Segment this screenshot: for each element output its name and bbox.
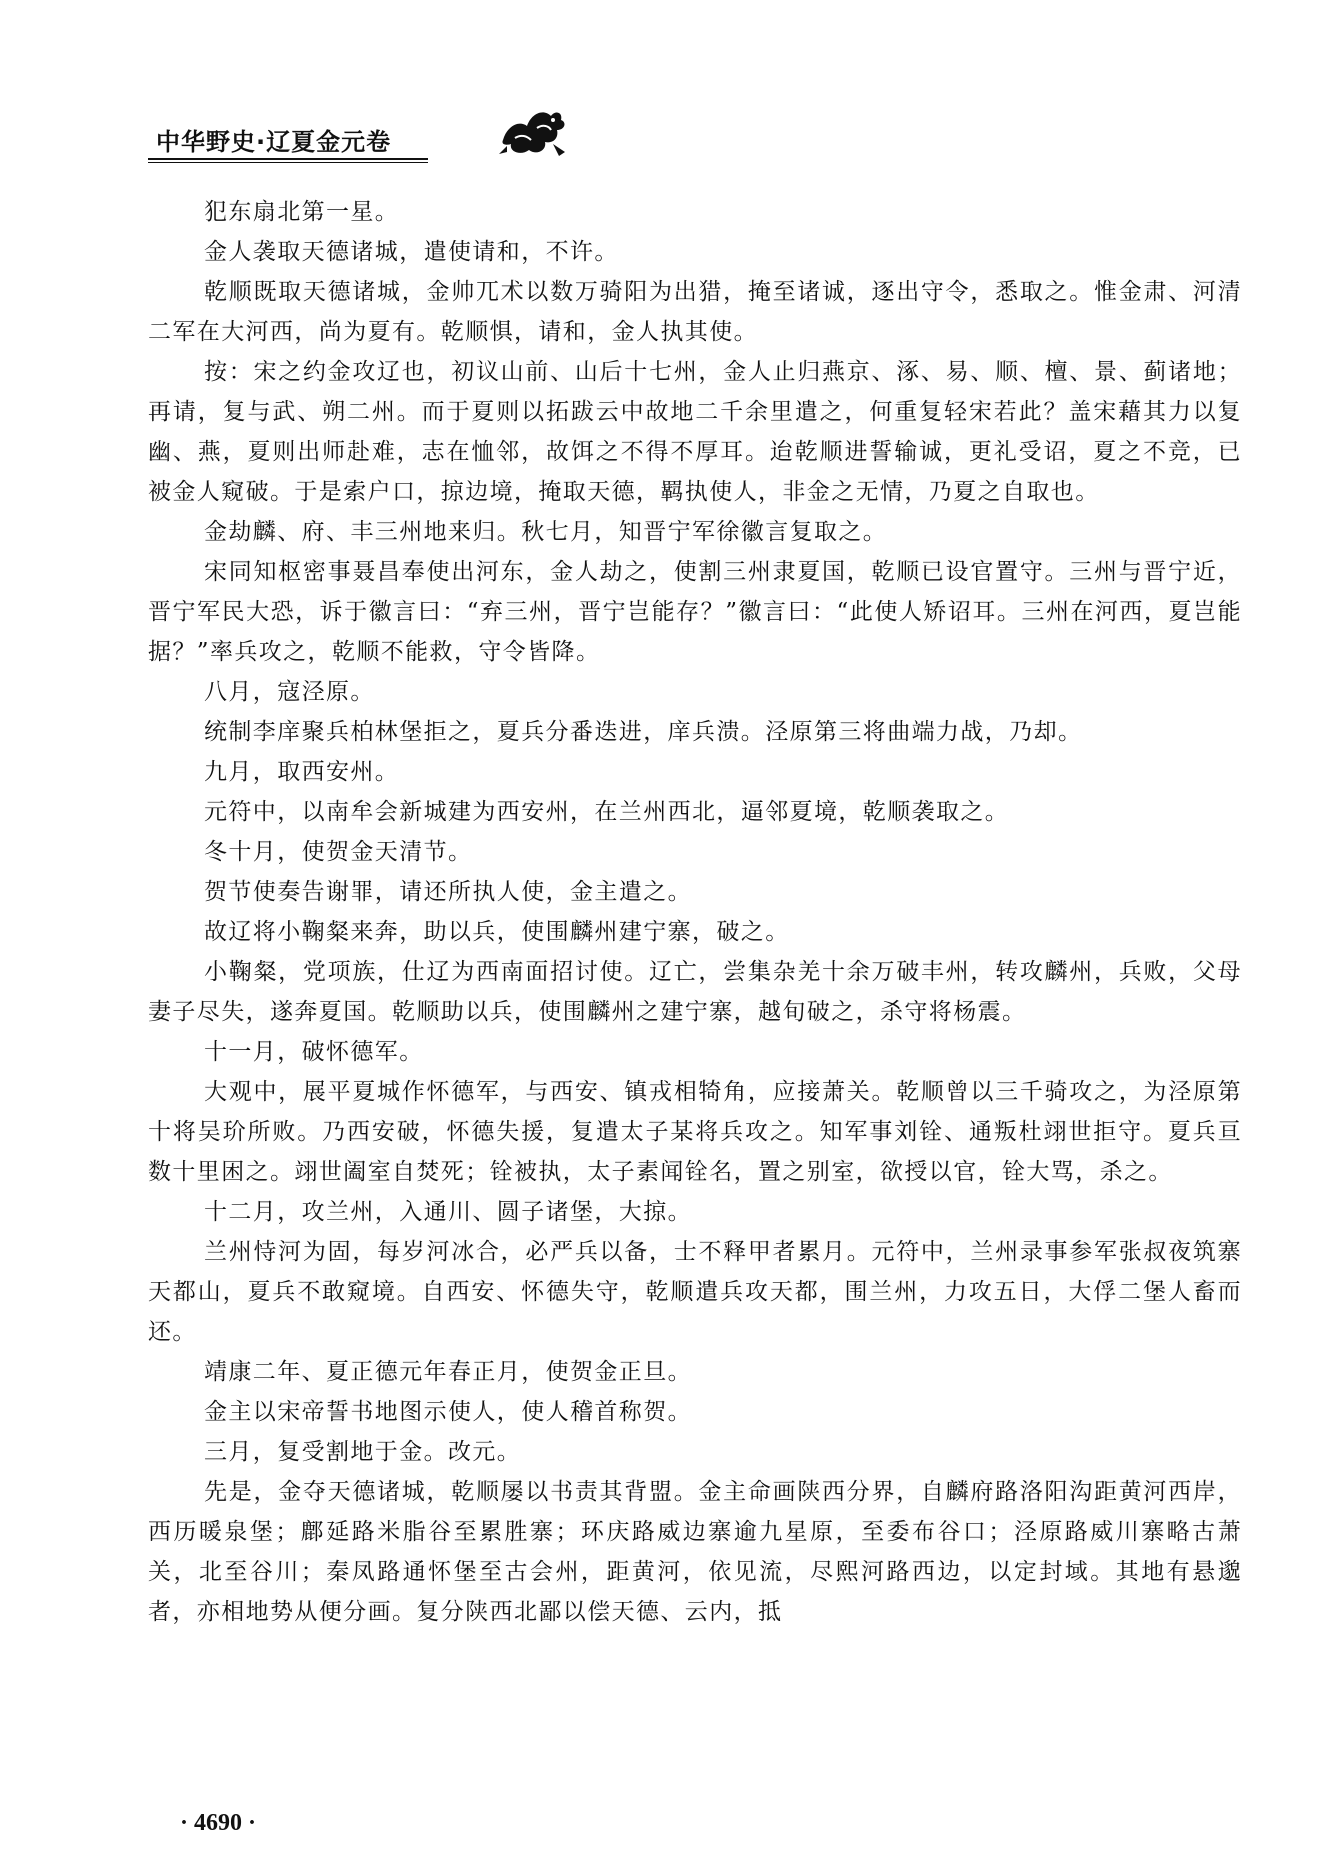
dragon-icon (493, 100, 573, 160)
paragraph: 故辽将小鞠粲来奔，助以兵，使围麟州建宁寨，破之。 (204, 919, 790, 945)
paragraph: 金人袭取天德诸城，遣使请和，不许。 (204, 239, 619, 265)
text-body (148, 192, 1242, 1632)
paragraph: 金劫麟、府、丰三州地来归。秋七月，知晋宁军徐徽言复取之。 (204, 519, 888, 545)
paragraph: 小鞠粲，党项族，仕辽为西南面招讨使。辽亡，尝集杂羌十余万破丰州，转攻麟州，兵败，父母妻子尽失，遂奔夏国。乾顺助以兵，使围麟州之建宁寨，越旬破之，杀守将杨震。 (148, 959, 1242, 1025)
paragraph: 冬十月，使贺金天清节。 (204, 839, 473, 865)
paragraph: 按：宋之约金攻辽也，初议山前、山后十七州，金人止归燕京、涿、易、顺、檀、景、蓟诸地；再请，复与武、朔二州。而于夏则以拓跋云中故地二千余里遣之，何重复轻宋若此？盖宋藉其力以复幽、燕，夏则出师赴难，志在恤邻，故饵之不得不厚耳。迨乾顺进誓输诚，更礼受诏，夏之不竞，已被金人窥破。于是索户口，掠边境，掩取天德，羁执使人，非金之无情，乃夏之自取也。 (148, 359, 1242, 505)
running-header (148, 100, 1242, 160)
paragraph: 犯东扇北第一星。 (204, 199, 400, 225)
paragraph: 宋同知枢密事聂昌奉使出河东，金人劫之，使割三州隶夏国，乾顺已设官置守。三州与晋宁近，晋宁军民大恐，诉于徽言曰：“弃三州，晋宁岂能存？”徽言曰：“此使人矫诏耳。三州在河西，夏岂能据？”率兵攻之，乾顺不能救，守令皆降。 (148, 559, 1242, 665)
header-rule (148, 158, 428, 160)
paragraph: 十二月，攻兰州，入通川、圆子诸堡，大掠。 (204, 1199, 692, 1225)
paragraph: 贺节使奏告谢罪，请还所执人使，金主遣之。 (204, 879, 692, 905)
paragraph: 靖康二年、夏正德元年春正月，使贺金正旦。 (204, 1359, 692, 1385)
paragraph: 金主以宋帝誓书地图示使人，使人稽首称贺。 (204, 1399, 692, 1425)
paragraph: 统制李庠聚兵柏林堡拒之，夏兵分番迭进，庠兵溃。泾原第三将曲端力战，乃却。 (204, 719, 1083, 745)
header-rule-thin (148, 162, 428, 163)
paragraph: 八月，寇泾原。 (204, 679, 375, 705)
paragraph: 十一月，破怀德军。 (204, 1039, 424, 1065)
paragraph: 乾顺既取天德诸城，金帅兀术以数万骑阳为出猎，掩至诸诚，逐出守令，悉取之。惟金肃、河清二军在大河西，尚为夏有。乾顺惧，请和，金人执其使。 (148, 279, 1242, 345)
header-title: 中华野史·辽夏金元卷 (156, 128, 392, 156)
paragraph: 大观中，展平夏城作怀德军，与西安、镇戎相犄角，应接萧关。乾顺曾以三千骑攻之，为泾原第十将吴玠所败。乃西安破，怀德失援，复遣太子某将兵攻之。知军事刘铨、通叛杜翊世拒守。夏兵亘数十里困之。翊世阖室自焚死；铨被执，太子素闻铨名，置之别室，欲授以官，铨大骂，杀之。 (148, 1079, 1242, 1185)
paragraph: 三月，复受割地于金。改元。 (204, 1439, 522, 1465)
paragraph: 九月，取西安州。 (204, 759, 400, 785)
paragraph: 元符中，以南牟会新城建为西安州，在兰州西北，逼邻夏境，乾顺袭取之。 (204, 799, 1010, 825)
paragraph: 先是，金夺天德诸城，乾顺屡以书责其背盟。金主命画陕西分界，自麟府路洛阳沟距黄河西岸，西历暖泉堡；鄜延路米脂谷至累胜寨；环庆路威边寨逾九星原，至委布谷口；泾原路威川寨略古萧关，北至谷川；秦凤路通怀堡至古会州，距黄河，依见流，尽熙河路西边，以定封域。其地有悬邈者，亦相地势从便分画。复分陕西北鄙以偿天德、云内，抵 (148, 1479, 1242, 1625)
paragraph: 兰州恃河为固，每岁河冰合，必严兵以备，士不释甲者累月。元符中，兰州录事参军张叔夜筑寨天都山，夏兵不敢窥境。自西安、怀德失守，乾顺遣兵攻天都，围兰州，力攻五日，大俘二堡人畜而还。 (148, 1239, 1242, 1345)
page-number: · 4690 · (180, 1810, 257, 1836)
